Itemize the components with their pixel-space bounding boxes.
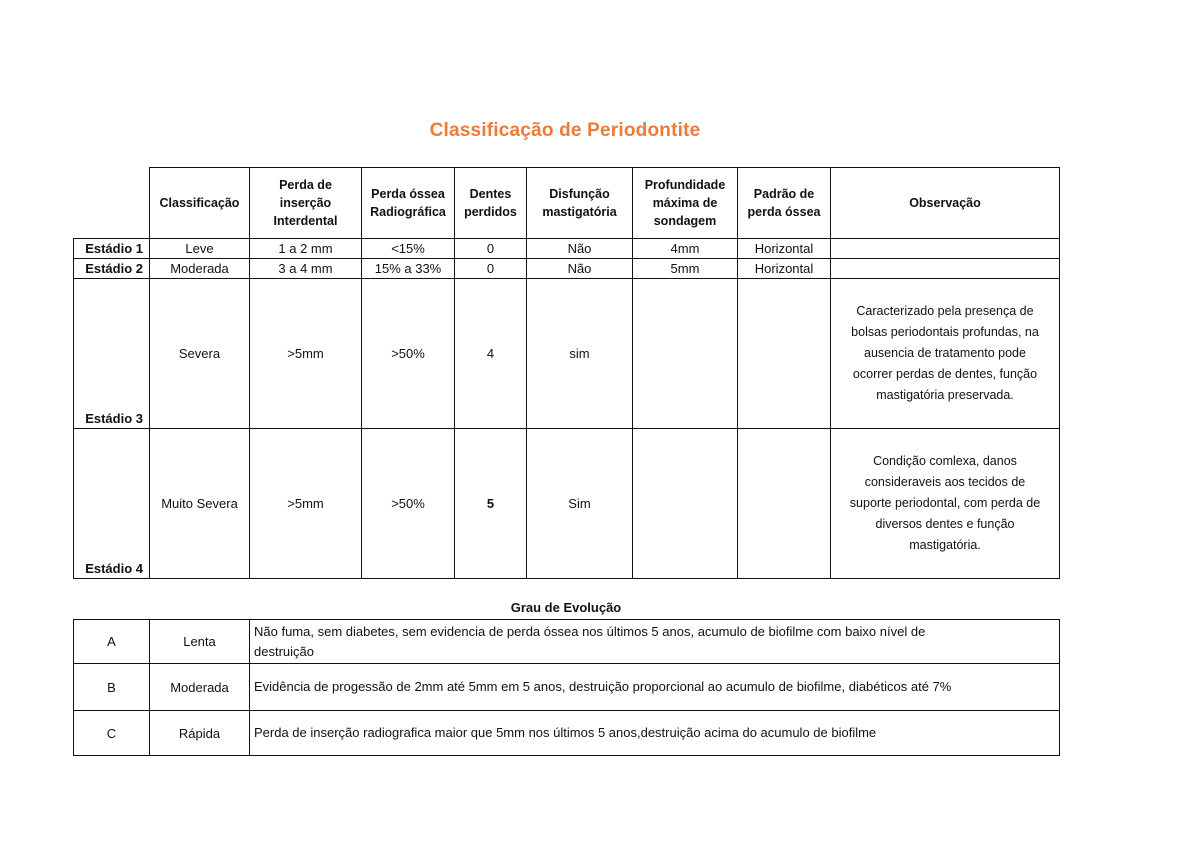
stage-label: Estádio 3: [74, 279, 150, 429]
cell-observation: Caracterizado pela presença de bolsas periodontais profundas, na ausencia de tratamento pode ocorrer perdas de dentes, função mastigatória preservada.: [831, 279, 1060, 429]
grade-evolution-table: [73, 619, 1060, 756]
cell-dysfunction: Não: [527, 239, 633, 259]
stage-label: Estádio 1: [74, 239, 150, 259]
cell-observation: Condição comlexa, danos consideraveis aos tecidos de suporte periodontal, com perda de diversos dentes e função mastigatória.: [831, 429, 1060, 579]
cell-bone-pattern: [738, 279, 831, 429]
table-header-row: [74, 168, 1060, 239]
cell-bone-loss: >50%: [362, 429, 455, 579]
cell-bone-loss: <15%: [362, 239, 455, 259]
header-probing-depth: Profundidade máxima de sondagem: [633, 168, 738, 239]
grade-speed: Lenta: [150, 620, 250, 664]
grade-letter: A: [74, 620, 150, 664]
table-row-stage-3: [74, 279, 1060, 429]
cell-insertion-loss: 3 a 4 mm: [250, 259, 362, 279]
grade-description: Perda de inserção radiografica maior que 5mm nos últimos 5 anos,destruição acima do acumulo de biofilme: [250, 711, 1060, 756]
header-dysfunction: Disfunção mastigatória: [527, 168, 633, 239]
cell-bone-loss: >50%: [362, 279, 455, 429]
grade-speed: Moderada: [150, 664, 250, 711]
table-row-stage-1: [74, 239, 1060, 259]
grade-description: Não fuma, sem diabetes, sem evidencia de perda óssea nos últimos 5 anos, acumulo de biofilme com baixo nível de destruição: [250, 620, 1060, 664]
grade-letter: B: [74, 664, 150, 711]
cell-insertion-loss: 1 a 2 mm: [250, 239, 362, 259]
cell-insertion-loss: >5mm: [250, 429, 362, 579]
table-row-stage-2: [74, 259, 1060, 279]
cell-probing-depth: 5mm: [633, 259, 738, 279]
grade-letter: C: [74, 711, 150, 756]
cell-bone-loss: 15% a 33%: [362, 259, 455, 279]
grade-description: Evidência de progessão de 2mm até 5mm em 5 anos, destruição proporcional ao acumulo de biofilme, diabéticos até 7%: [250, 664, 1060, 711]
cell-classification: Moderada: [150, 259, 250, 279]
header-bone-loss: Perda óssea Radiográfica: [362, 168, 455, 239]
cell-observation: [831, 259, 1060, 279]
header-insertion-loss: Perda de inserção Interdental: [250, 168, 362, 239]
grade-row-c: [74, 711, 1060, 756]
cell-teeth-lost: 0: [455, 239, 527, 259]
cell-dysfunction: sim: [527, 279, 633, 429]
cell-observation: [831, 239, 1060, 259]
cell-teeth-lost: 0: [455, 259, 527, 279]
cell-teeth-lost: 4: [455, 279, 527, 429]
cell-classification: Severa: [150, 279, 250, 429]
document-title: Classificação de Periodontite: [429, 120, 701, 141]
cell-dysfunction: Sim: [527, 429, 633, 579]
cell-bone-pattern: [738, 429, 831, 579]
cell-probing-depth: [633, 279, 738, 429]
periodontitis-classification-table: [73, 167, 1060, 579]
cell-bone-pattern: Horizontal: [738, 259, 831, 279]
cell-classification: Leve: [150, 239, 250, 259]
grade-row-b: [74, 664, 1060, 711]
header-bone-pattern: Padrão de perda óssea: [738, 168, 831, 239]
stage-label: Estádio 4: [74, 429, 150, 579]
cell-insertion-loss: >5mm: [250, 279, 362, 429]
grade-table-caption: Grau de Evolução: [510, 600, 622, 615]
cell-probing-depth: 4mm: [633, 239, 738, 259]
header-teeth-lost: Dentes perdidos: [455, 168, 527, 239]
cell-probing-depth: [633, 429, 738, 579]
header-classification: Classificação: [150, 168, 250, 239]
cell-dysfunction: Não: [527, 259, 633, 279]
header-observation: Observação: [831, 168, 1060, 239]
cell-bone-pattern: Horizontal: [738, 239, 831, 259]
grade-speed: Rápida: [150, 711, 250, 756]
header-empty-cell: [74, 168, 150, 239]
cell-classification: Muito Severa: [150, 429, 250, 579]
table-row-stage-4: [74, 429, 1060, 579]
grade-row-a: [74, 620, 1060, 664]
stage-label: Estádio 2: [74, 259, 150, 279]
cell-teeth-lost: 5: [455, 429, 527, 579]
